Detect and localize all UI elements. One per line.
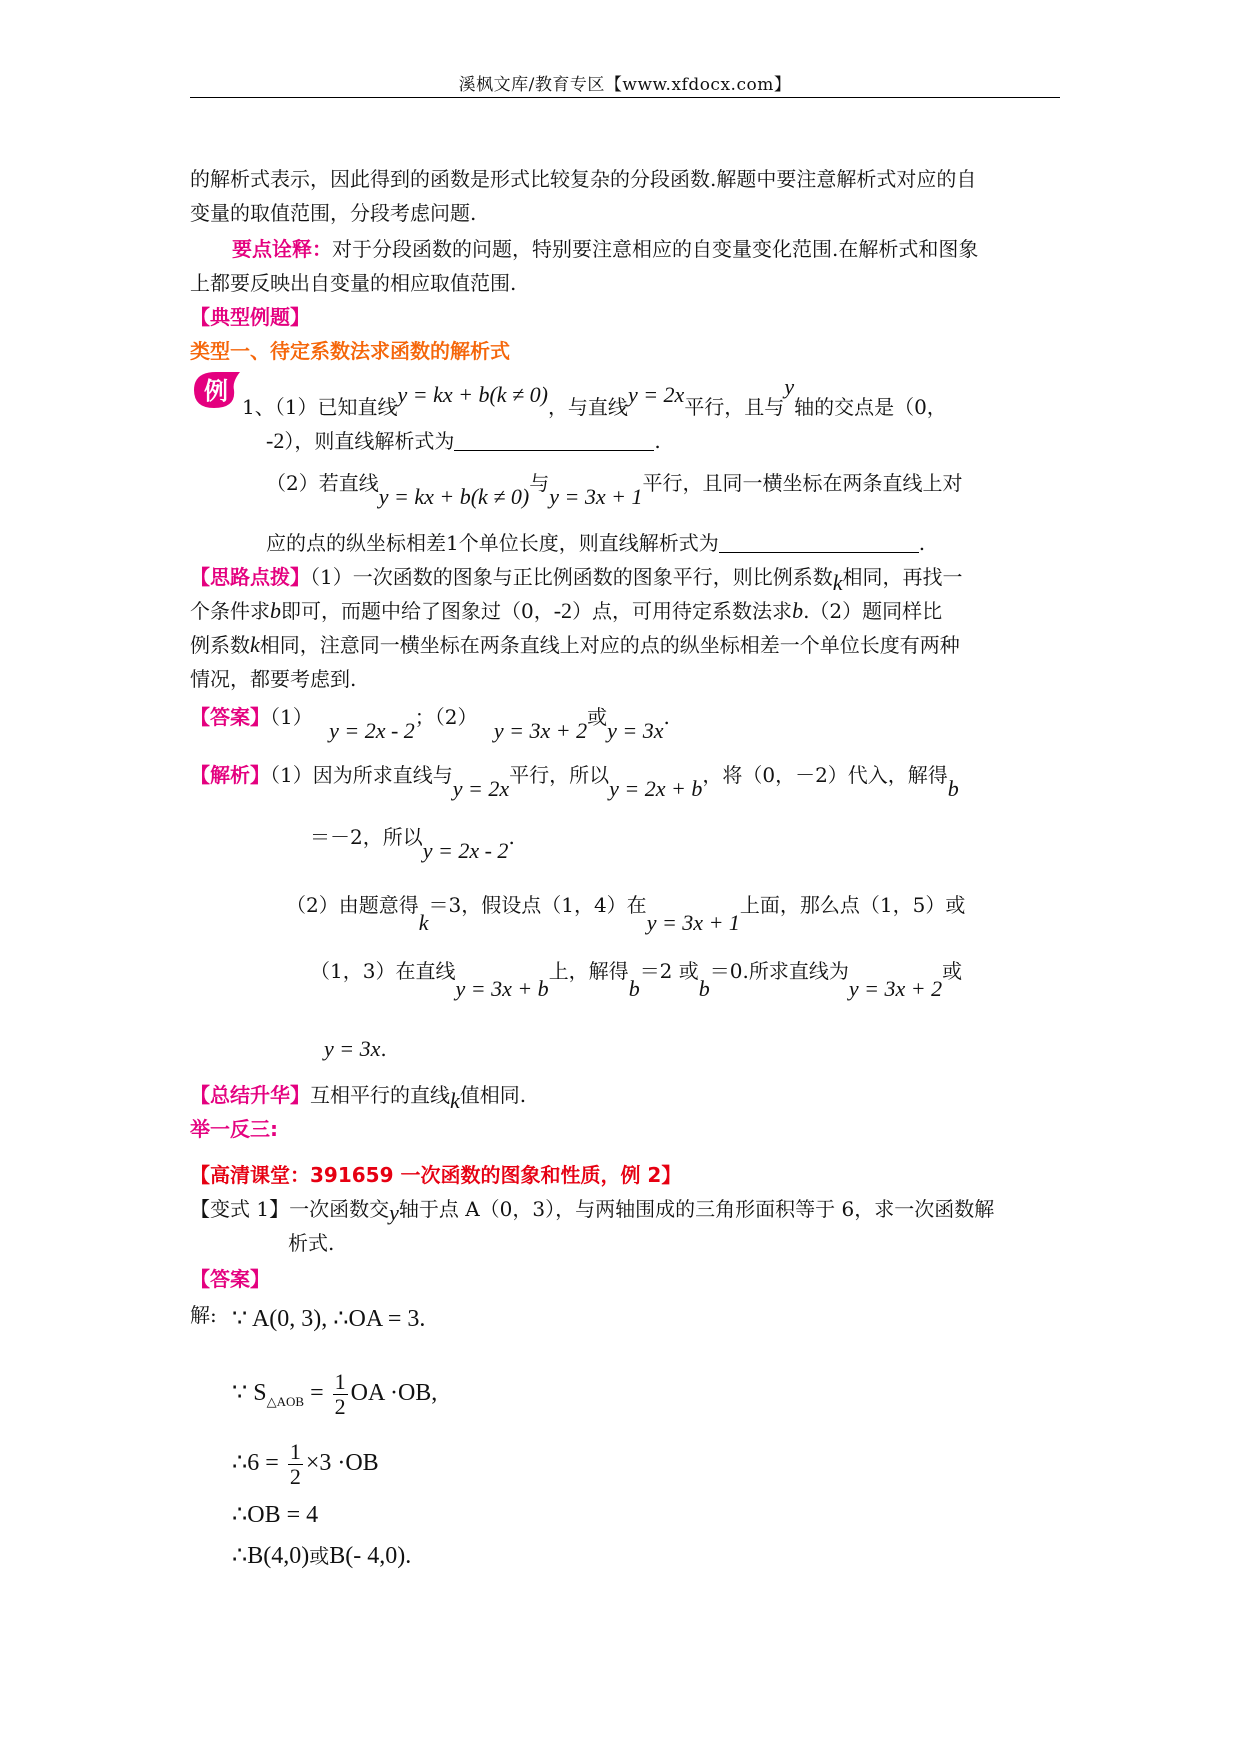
practice-title: 举一反三: (190, 1117, 278, 1141)
analysis-line-3: （2）由题意得k＝3，假设点（1，4）在y = 3x + 1上面，那么点（1，5）或 (286, 893, 966, 935)
answer-blank-2 (719, 530, 919, 553)
analysis-line-1: 【解析】（1）因为所求直线与y = 2x平行，所以y = 2x + b，将（0，－2）代入，解得b (190, 763, 959, 801)
type1-title: 类型一、待定系数法求函数的解析式 (190, 339, 510, 363)
half-fraction: $\frac{1}{2}$ (334, 1369, 346, 1419)
answer-label: 【答案】 (190, 705, 270, 729)
header-rule (190, 97, 1060, 98)
example-line-2: -2），则直线解析式为 . (266, 428, 661, 453)
answer-line: 【答案】（1） y = 2x - 2；（2） y = 3x + 2或y = 3x. (190, 705, 670, 743)
solution-step-2: ∵ $S_{\triangle AOB}$ = $\frac{1}{2}$ OA ·OB, (232, 1369, 438, 1419)
solution-step-4: ∴OB = 4 (232, 1502, 319, 1528)
key-point-line-2: 上都要反映出自变量的相应取值范围. (190, 271, 517, 295)
answer-blank-1 (454, 428, 654, 451)
hint-line-3: 例系数k相同，注意同一横坐标在两条直线上对应的点的纵坐标相差一个单位长度有两种 (190, 632, 960, 657)
page-header: 溪枫文库/教育专区【www.xfdocx.com】 (458, 75, 792, 95)
variant-label: 【变式 1】 (190, 1197, 290, 1221)
solution-step-1: ∵ A(0, 3), ∴OA = 3. (232, 1306, 426, 1332)
analysis-line-4: （1，3）在直线y = 3x + b上，解得b＝2 或b＝0.所求直线为y = 3x + 2或 (310, 959, 963, 1001)
analysis-line-5: y = 3x. (324, 1036, 387, 1061)
summary-line: 【总结升华】互相平行的直线k值相同. (190, 1083, 527, 1113)
hint-label: 【思路点拨】 (190, 565, 310, 589)
key-point-label: 要点诠释： (232, 237, 332, 261)
section-title: 【典型例题】 (190, 305, 310, 329)
intro-line-2: 变量的取值范围，分段考虑问题. (190, 201, 477, 225)
example-line-1: 1、（1）已知直线y = kx + b(k ≠ 0)，与直线y = 2x平行，且与y轴的交点是（0， (242, 374, 947, 419)
analysis-line-2: ＝－2，所以y = 2x - 2. (310, 825, 515, 863)
solution-step-3: ∴6 = $\frac{1}{2}$ ×3 ·OB (232, 1439, 379, 1489)
hint-line-1: 【思路点拨】（1）一次函数的图象与正比例函数的图象平行，则比例系数k相同，再找一 (190, 565, 963, 595)
intro-line-1: 的解析式表示，因此得到的函数是形式比较复杂的分段函数.解题中要注意解析式对应的自 (190, 167, 977, 191)
example-badge-char: 例 (204, 377, 228, 405)
example-badge-icon (190, 368, 244, 412)
answer2-label: 【答案】 (190, 1267, 270, 1291)
hint-line-2: 个条件求b即可，而题中给了图象过（0，-2）点，可用待定系数法求b.（2）题同样比 (190, 598, 943, 623)
variant-line-1: 【变式 1】一次函数交y轴于点 A（0，3），与两轴围成的三角形面积等于 6，求一次函数解 (190, 1197, 995, 1225)
example-line-4: 应的点的纵坐标相差1个单位长度，则直线解析式为 . (266, 531, 926, 555)
summary-label: 【总结升华】 (190, 1083, 310, 1107)
solution-step-5: ∴B(4,0)或B(- 4,0). (232, 1543, 412, 1569)
variant-line-2: 析式. (288, 1231, 335, 1255)
analysis-label: 【解析】 (190, 763, 270, 787)
example-line-3: （2）若直线y = kx + b(k ≠ 0)与y = 3x + 1平行，且同一横坐标在两条直线上对 (266, 471, 963, 509)
hd-class-title: 【高清课堂：391659 一次函数的图象和性质，例 2】 (190, 1163, 682, 1187)
hint-line-4: 情况，都要考虑到. (190, 667, 357, 691)
solution-lead: 解: (190, 1303, 217, 1327)
key-point-line-1: 要点诠释：对于分段函数的问题，特别要注意相应的自变量变化范围.在解析式和图象 (232, 237, 979, 261)
